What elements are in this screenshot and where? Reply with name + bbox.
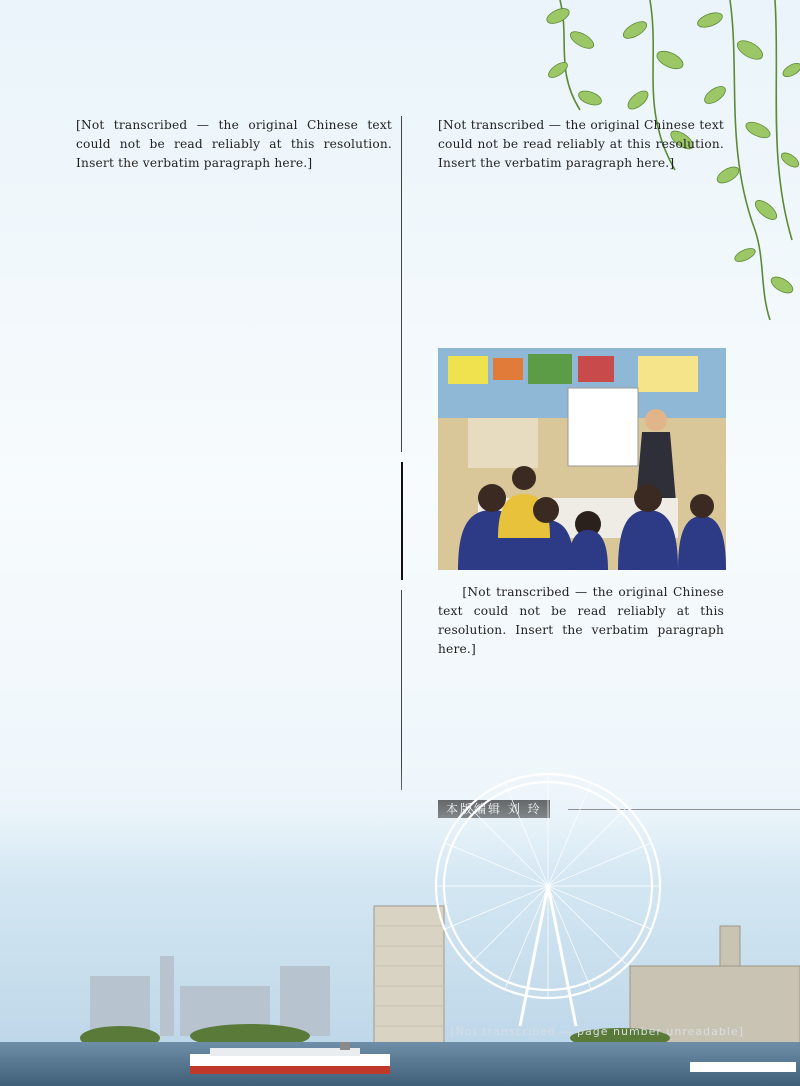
article-left-column [76, 116, 392, 173]
article-paragraph: [Not transcribed — the original Chinese text could not be read reliably at this resolution. Insert the verbatim paragraph here.] [76, 118, 392, 171]
article-paragraph: [Not transcribed — the original Chinese text could not be read reliably at this resolution. Insert the verbatim paragraph here.] [438, 118, 724, 171]
classroom-photo [438, 348, 726, 570]
article-paragraph: [Not transcribed — the original Chinese text could not be read reliably at this resolution. Insert the verbatim paragraph here.] [438, 585, 724, 657]
page-folio: [Not transcribed — page number unreadable] [450, 1025, 744, 1038]
london-skyline-photo [0, 766, 800, 1086]
article-right-column-bottom [438, 583, 724, 659]
article-right-column-top [438, 116, 724, 173]
column-divider-mid [401, 462, 403, 580]
column-divider-bottom [401, 590, 402, 790]
column-divider-top [401, 116, 402, 452]
